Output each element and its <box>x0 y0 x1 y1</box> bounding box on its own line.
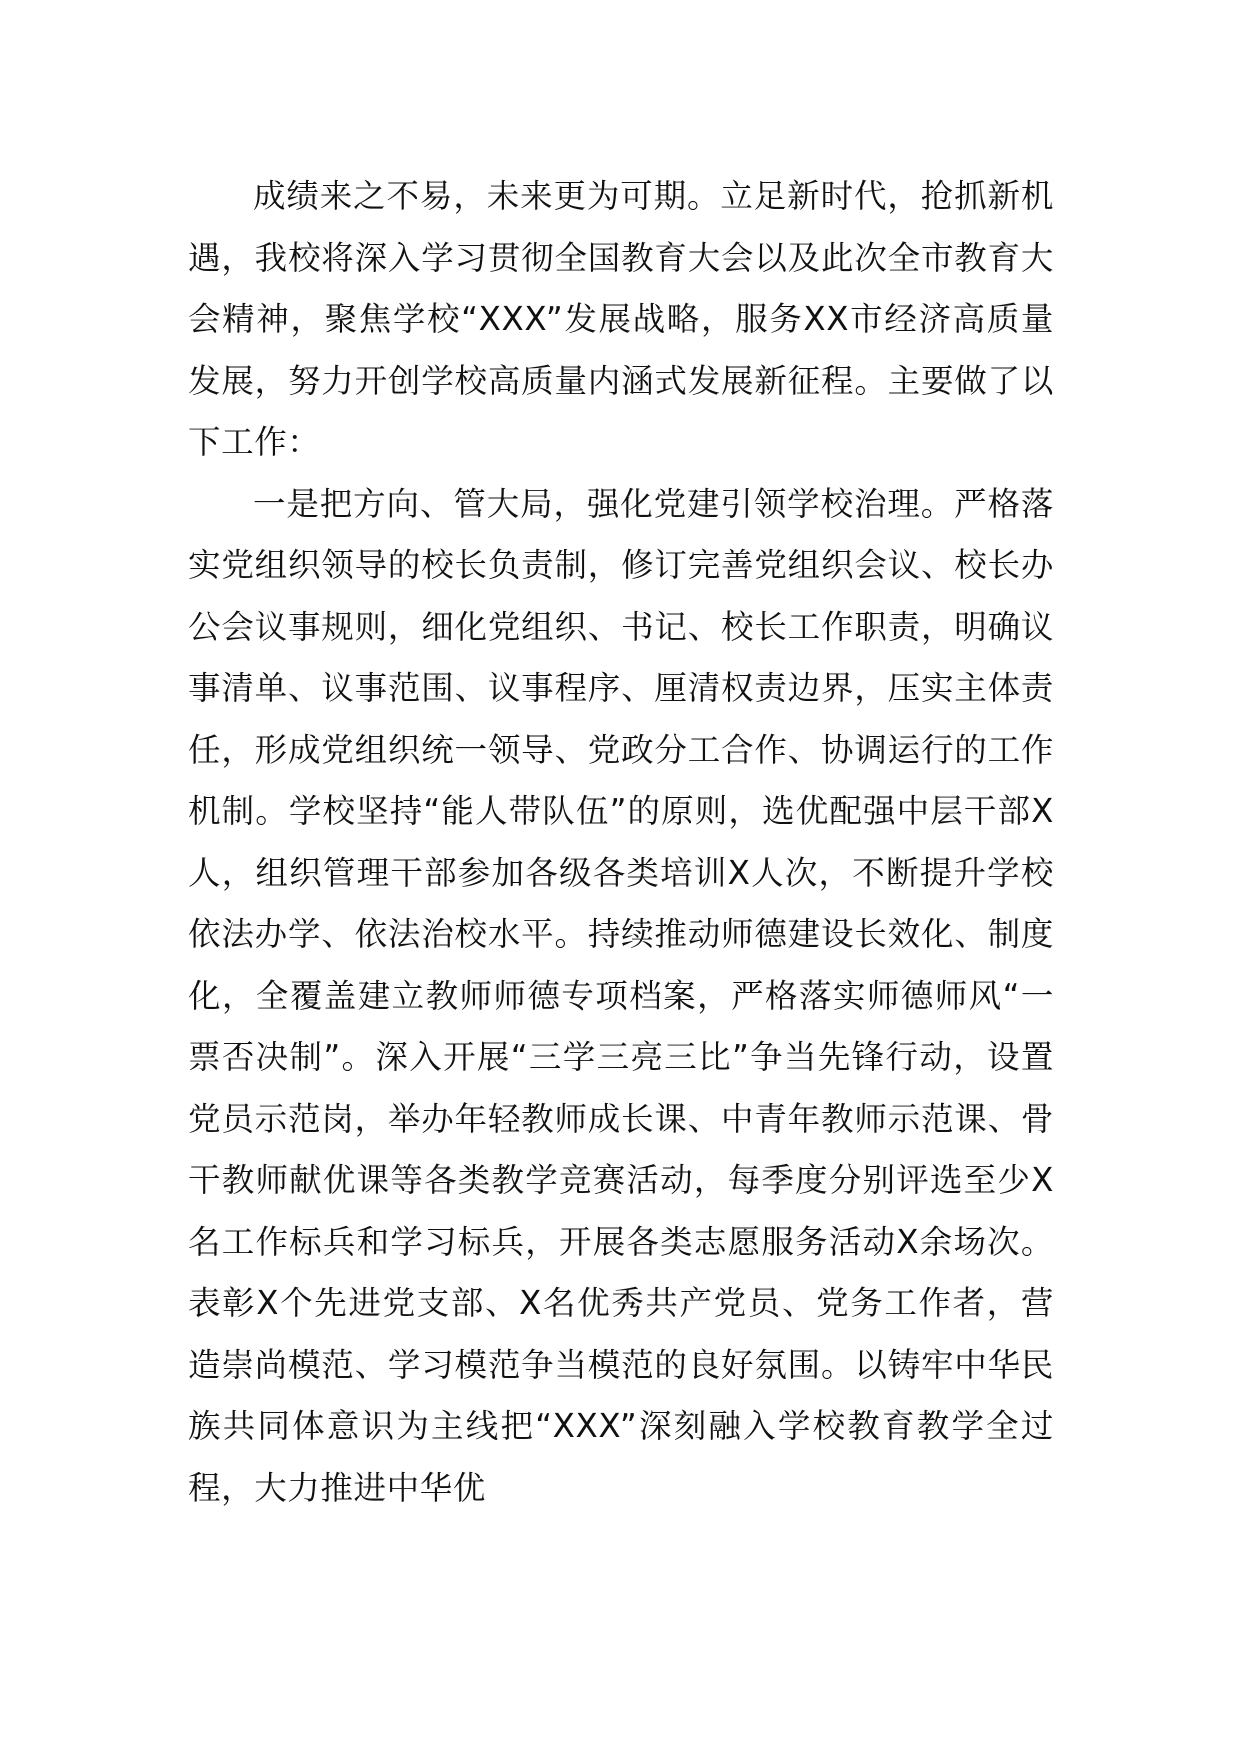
paragraph-party-leadership: 一是把方向、管大局，强化党建引领学校治理。严格落实党组织领导的校长负责制，修订完善党组织会议、校长办公会议事规则，细化党组织、书记、校长工作职责，明确议事清单、议事范围、议事程序、厘清权责边界，压实主体责任，形成党组织统一领导、党政分工合作、协调运行的工作机制。学校坚持“能人带队伍”的原则，选优配强中层干部X人，组织管理干部参加各级各类培训X人次，不断提升学校依法办学、依法治校水平。持续推动师德建设长效化、制度化，全覆盖建立教师师德专项档案，严格落实师德师风“一票否决制”。深入开展“三学三亮三比”争当先锋行动，设置党员示范岗，举办年轻教师成长课、中青年教师示范课、骨干教师献优课等各类教学竞赛活动，每季度分别评选至少X名工作标兵和学习标兵，开展各类志愿服务活动X余场次。表彰X个先进党支部、X名优秀共产党员、党务工作者，营造崇尚模范、学习模范争当模范的良好氛围。以铸牢中华民族共同体意识为主线把“XXX”深刻融入学校教育教学全过程，大力推进中华优 <box>188 484 1054 1507</box>
paragraph-achievements-intro: 成绩来之不易，未来更为可期。立足新时代，抢抓新机遇，我校将深入学习贯彻全国教育大会以及此次全市教育大会精神，聚焦学校“XXX”发展战略，服务XX市经济高质量发展，努力开创学校高质量内涵式发展新征程。主要做了以下工作： <box>188 177 1054 461</box>
document-body <box>188 166 1054 1519</box>
